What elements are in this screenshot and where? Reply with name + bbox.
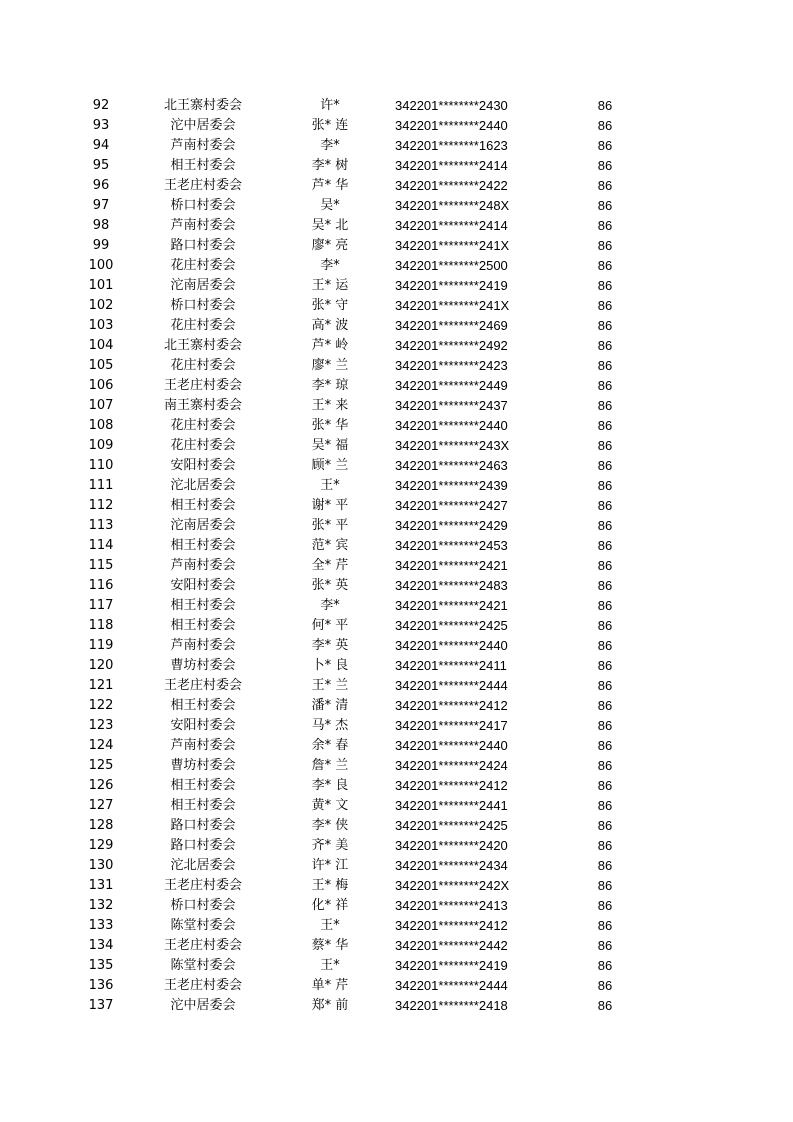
table-row — [0, 556, 793, 576]
id-number: 342201********2412 — [395, 918, 508, 933]
id-number: 342201********2425 — [395, 618, 508, 633]
score-value: 86 — [597, 358, 613, 373]
score-value: 86 — [597, 598, 613, 613]
table-row — [0, 236, 793, 256]
score-value: 86 — [597, 518, 613, 533]
id-number: 342201********2440 — [395, 418, 508, 433]
village-committee: 相王村委会 — [170, 538, 236, 553]
id-number: 342201********2414 — [395, 218, 508, 233]
score-value: 86 — [597, 98, 613, 113]
id-number: 342201********2444 — [395, 678, 508, 693]
score-value: 86 — [597, 338, 613, 353]
row-number: 131 — [88, 878, 114, 893]
id-number: 342201********2412 — [395, 698, 508, 713]
score-value: 86 — [597, 438, 613, 453]
score-value: 86 — [597, 758, 613, 773]
person-name: 吴* 福 — [311, 438, 349, 453]
id-number: 342201********241X — [395, 298, 510, 313]
id-number: 342201********2434 — [395, 858, 508, 873]
person-name: 廖* 亮 — [311, 238, 349, 253]
id-number: 342201********2427 — [395, 498, 508, 513]
person-name: 张* 连 — [311, 118, 349, 133]
village-committee: 沱北居委会 — [170, 858, 236, 873]
village-committee: 曹坊村委会 — [170, 658, 236, 673]
score-value: 86 — [597, 198, 613, 213]
row-number: 103 — [88, 318, 114, 333]
table-row — [0, 776, 793, 796]
village-committee: 王老庄村委会 — [163, 378, 242, 393]
person-name: 范* 宾 — [311, 538, 349, 553]
table-row — [0, 576, 793, 596]
table-row — [0, 456, 793, 476]
village-committee: 王老庄村委会 — [163, 878, 242, 893]
person-name: 齐* 美 — [311, 838, 349, 853]
row-number: 92 — [92, 98, 110, 113]
score-value: 86 — [597, 898, 613, 913]
person-name: 许* 江 — [311, 858, 349, 873]
score-value: 86 — [597, 838, 613, 853]
row-number: 100 — [88, 258, 114, 273]
row-number: 106 — [88, 378, 114, 393]
person-name: 顾* 兰 — [311, 458, 349, 473]
row-number: 96 — [92, 178, 110, 193]
table-row — [0, 296, 793, 316]
score-value: 86 — [597, 738, 613, 753]
table-row — [0, 276, 793, 296]
person-name: 王* — [320, 478, 340, 493]
id-number: 342201********2492 — [395, 338, 508, 353]
score-value: 86 — [597, 158, 613, 173]
id-number: 342201********2442 — [395, 938, 508, 953]
person-name: 李* 英 — [311, 638, 349, 653]
person-name: 高* 波 — [311, 318, 349, 333]
id-number: 342201********2453 — [395, 538, 508, 553]
data-table — [0, 96, 793, 1016]
id-number: 342201********2417 — [395, 718, 508, 733]
village-committee: 安阳村委会 — [170, 458, 236, 473]
person-name: 芦* 华 — [311, 178, 349, 193]
id-number: 342201********242X — [395, 878, 510, 893]
village-committee: 花庄村委会 — [170, 318, 236, 333]
score-value: 86 — [597, 638, 613, 653]
score-value: 86 — [597, 498, 613, 513]
id-number: 342201********2463 — [395, 458, 508, 473]
score-value: 86 — [597, 558, 613, 573]
score-value: 86 — [597, 858, 613, 873]
row-number: 105 — [88, 358, 114, 373]
table-row — [0, 216, 793, 236]
village-committee: 安阳村委会 — [170, 578, 236, 593]
row-number: 116 — [88, 578, 114, 593]
row-number: 129 — [88, 838, 114, 853]
village-committee: 北王寨村委会 — [163, 98, 242, 113]
row-number: 136 — [88, 978, 114, 993]
id-number: 342201********2429 — [395, 518, 508, 533]
village-committee: 陈堂村委会 — [170, 918, 236, 933]
village-committee: 相王村委会 — [170, 158, 236, 173]
village-committee: 路口村委会 — [170, 818, 236, 833]
table-row — [0, 316, 793, 336]
row-number: 135 — [88, 958, 114, 973]
village-committee: 南王寨村委会 — [163, 398, 242, 413]
score-value: 86 — [597, 378, 613, 393]
row-number: 121 — [88, 678, 114, 693]
row-number: 124 — [88, 738, 114, 753]
village-committee: 相王村委会 — [170, 618, 236, 633]
table-row — [0, 816, 793, 836]
person-name: 张* 英 — [311, 578, 349, 593]
row-number: 126 — [88, 778, 114, 793]
person-name: 谢* 平 — [311, 498, 349, 513]
person-name: 马* 杰 — [311, 718, 349, 733]
person-name: 李* 树 — [311, 158, 349, 173]
row-number: 132 — [88, 898, 114, 913]
row-number: 104 — [88, 338, 114, 353]
village-committee: 桥口村委会 — [170, 198, 236, 213]
table-row — [0, 996, 793, 1016]
village-committee: 安阳村委会 — [170, 718, 236, 733]
score-value: 86 — [597, 998, 613, 1013]
village-committee: 芦南村委会 — [170, 638, 236, 653]
village-committee: 曹坊村委会 — [170, 758, 236, 773]
table-row — [0, 536, 793, 556]
table-row — [0, 896, 793, 916]
row-number: 97 — [92, 198, 110, 213]
id-number: 342201********2414 — [395, 158, 508, 173]
village-committee: 沱南居委会 — [170, 278, 236, 293]
village-committee: 相王村委会 — [170, 498, 236, 513]
village-committee: 花庄村委会 — [170, 358, 236, 373]
table-row — [0, 676, 793, 696]
id-number: 342201********2425 — [395, 818, 508, 833]
person-name: 张* 守 — [311, 298, 349, 313]
score-value: 86 — [597, 218, 613, 233]
table-row — [0, 176, 793, 196]
row-number: 118 — [88, 618, 114, 633]
row-number: 110 — [88, 458, 114, 473]
row-number: 137 — [88, 998, 114, 1013]
id-number: 342201********2420 — [395, 838, 508, 853]
id-number: 342201********2440 — [395, 638, 508, 653]
score-value: 86 — [597, 298, 613, 313]
village-committee: 桥口村委会 — [170, 298, 236, 313]
score-value: 86 — [597, 418, 613, 433]
person-name: 单* 芹 — [311, 978, 349, 993]
table-row — [0, 256, 793, 276]
village-committee: 沱南居委会 — [170, 518, 236, 533]
score-value: 86 — [597, 678, 613, 693]
id-number: 342201********2437 — [395, 398, 508, 413]
id-number: 342201********2421 — [395, 558, 508, 573]
person-name: 王* 兰 — [311, 678, 349, 693]
id-number: 342201********2430 — [395, 98, 508, 113]
score-value: 86 — [597, 778, 613, 793]
person-name: 蔡* 华 — [311, 938, 349, 953]
row-number: 127 — [88, 798, 114, 813]
table-row — [0, 636, 793, 656]
table-row — [0, 836, 793, 856]
score-value: 86 — [597, 138, 613, 153]
id-number: 342201********2412 — [395, 778, 508, 793]
id-number: 342201********2440 — [395, 118, 508, 133]
row-number: 125 — [88, 758, 114, 773]
table-row — [0, 656, 793, 676]
table-row — [0, 436, 793, 456]
table-row — [0, 196, 793, 216]
table-row — [0, 96, 793, 116]
row-number: 109 — [88, 438, 114, 453]
row-number: 101 — [88, 278, 114, 293]
village-committee: 相王村委会 — [170, 598, 236, 613]
table-row — [0, 936, 793, 956]
score-value: 86 — [597, 538, 613, 553]
row-number: 95 — [92, 158, 110, 173]
person-name: 李* — [320, 258, 340, 273]
row-number: 128 — [88, 818, 114, 833]
person-name: 王* 梅 — [311, 878, 349, 893]
table-row — [0, 796, 793, 816]
table-row — [0, 976, 793, 996]
person-name: 芦* 岭 — [311, 338, 349, 353]
score-value: 86 — [597, 818, 613, 833]
person-name: 王* 来 — [311, 398, 349, 413]
row-number: 112 — [88, 498, 114, 513]
row-number: 115 — [88, 558, 114, 573]
person-name: 詹* 兰 — [311, 758, 349, 773]
village-committee: 沱北居委会 — [170, 478, 236, 493]
table-row — [0, 356, 793, 376]
person-name: 吴* 北 — [311, 218, 349, 233]
person-name: 余* 春 — [311, 738, 349, 753]
score-value: 86 — [597, 578, 613, 593]
person-name: 郑* 前 — [311, 998, 349, 1013]
score-value: 86 — [597, 258, 613, 273]
score-value: 86 — [597, 938, 613, 953]
score-value: 86 — [597, 118, 613, 133]
village-committee: 王老庄村委会 — [163, 938, 242, 953]
person-name: 全* 芹 — [311, 558, 349, 573]
table-row — [0, 516, 793, 536]
village-committee: 北王寨村委会 — [163, 338, 242, 353]
village-committee: 相王村委会 — [170, 798, 236, 813]
id-number: 342201********2413 — [395, 898, 508, 913]
table-row — [0, 876, 793, 896]
score-value: 86 — [597, 238, 613, 253]
person-name: 何* 平 — [311, 618, 349, 633]
row-number: 120 — [88, 658, 114, 673]
table-row — [0, 496, 793, 516]
id-number: 342201********2444 — [395, 978, 508, 993]
village-committee: 桥口村委会 — [170, 898, 236, 913]
person-name: 化* 祥 — [311, 898, 349, 913]
id-number: 342201********2500 — [395, 258, 508, 273]
village-committee: 芦南村委会 — [170, 138, 236, 153]
person-name: 李* 琼 — [311, 378, 349, 393]
row-number: 107 — [88, 398, 114, 413]
village-committee: 芦南村委会 — [170, 218, 236, 233]
table-row — [0, 916, 793, 936]
score-value: 86 — [597, 878, 613, 893]
village-committee: 王老庄村委会 — [163, 678, 242, 693]
person-name: 李* 侠 — [311, 818, 349, 833]
id-number: 342201********2440 — [395, 738, 508, 753]
table-row — [0, 696, 793, 716]
table-row — [0, 136, 793, 156]
score-value: 86 — [597, 618, 613, 633]
row-number: 133 — [88, 918, 114, 933]
village-committee: 花庄村委会 — [170, 438, 236, 453]
person-name: 李* 良 — [311, 778, 349, 793]
table-row — [0, 156, 793, 176]
id-number: 342201********248X — [395, 198, 510, 213]
table-row — [0, 616, 793, 636]
score-value: 86 — [597, 478, 613, 493]
id-number: 342201********1623 — [395, 138, 508, 153]
row-number: 117 — [88, 598, 114, 613]
id-number: 342201********2423 — [395, 358, 508, 373]
person-name: 吴* — [320, 198, 340, 213]
score-value: 86 — [597, 718, 613, 733]
id-number: 342201********243X — [395, 438, 510, 453]
id-number: 342201********2419 — [395, 958, 508, 973]
person-name: 李* — [320, 598, 340, 613]
village-committee: 花庄村委会 — [170, 258, 236, 273]
score-value: 86 — [597, 178, 613, 193]
person-name: 张* 华 — [311, 418, 349, 433]
id-number: 342201********2411 — [395, 658, 507, 673]
row-number: 134 — [88, 938, 114, 953]
row-number: 123 — [88, 718, 114, 733]
row-number: 130 — [88, 858, 114, 873]
id-number: 342201********2422 — [395, 178, 508, 193]
table-row — [0, 416, 793, 436]
id-number: 342201********2419 — [395, 278, 508, 293]
row-number: 99 — [92, 238, 110, 253]
person-name: 李* — [320, 138, 340, 153]
table-row — [0, 116, 793, 136]
table-row — [0, 736, 793, 756]
table-row — [0, 716, 793, 736]
row-number: 111 — [88, 478, 114, 493]
id-number: 342201********2439 — [395, 478, 508, 493]
id-number: 342201********2421 — [395, 598, 508, 613]
village-committee: 沱中居委会 — [170, 998, 236, 1013]
person-name: 潘* 清 — [311, 698, 349, 713]
row-number: 93 — [92, 118, 110, 133]
village-committee: 王老庄村委会 — [163, 178, 242, 193]
table-row — [0, 856, 793, 876]
person-name: 张* 平 — [311, 518, 349, 533]
row-number: 122 — [88, 698, 114, 713]
row-number: 98 — [92, 218, 110, 233]
row-number: 102 — [88, 298, 114, 313]
person-name: 许* — [320, 98, 340, 113]
village-committee: 芦南村委会 — [170, 738, 236, 753]
person-name: 黄* 文 — [311, 798, 349, 813]
village-committee: 相王村委会 — [170, 778, 236, 793]
table-row — [0, 756, 793, 776]
person-name: 卜* 良 — [311, 658, 349, 673]
table-row — [0, 376, 793, 396]
id-number: 342201********2469 — [395, 318, 508, 333]
table-row — [0, 396, 793, 416]
score-value: 86 — [597, 798, 613, 813]
person-name: 王* 运 — [311, 278, 349, 293]
id-number: 342201********241X — [395, 238, 510, 253]
row-number: 114 — [88, 538, 114, 553]
score-value: 86 — [597, 318, 613, 333]
table-row — [0, 596, 793, 616]
row-number: 119 — [88, 638, 114, 653]
score-value: 86 — [597, 458, 613, 473]
id-number: 342201********2441 — [395, 798, 508, 813]
village-committee: 路口村委会 — [170, 238, 236, 253]
id-number: 342201********2449 — [395, 378, 508, 393]
score-value: 86 — [597, 278, 613, 293]
id-number: 342201********2483 — [395, 578, 508, 593]
score-value: 86 — [597, 658, 613, 673]
village-committee: 陈堂村委会 — [170, 958, 236, 973]
person-name: 廖* 兰 — [311, 358, 349, 373]
village-committee: 王老庄村委会 — [163, 978, 242, 993]
id-number: 342201********2418 — [395, 998, 508, 1013]
score-value: 86 — [597, 398, 613, 413]
table-row — [0, 476, 793, 496]
table-row — [0, 956, 793, 976]
score-value: 86 — [597, 698, 613, 713]
village-committee: 相王村委会 — [170, 698, 236, 713]
village-committee: 沱中居委会 — [170, 118, 236, 133]
village-committee: 花庄村委会 — [170, 418, 236, 433]
score-value: 86 — [597, 958, 613, 973]
person-name: 王* — [320, 958, 340, 973]
table-row — [0, 336, 793, 356]
id-number: 342201********2424 — [395, 758, 508, 773]
score-value: 86 — [597, 918, 613, 933]
person-name: 王* — [320, 918, 340, 933]
row-number: 108 — [88, 418, 114, 433]
village-committee: 芦南村委会 — [170, 558, 236, 573]
row-number: 94 — [92, 138, 110, 153]
row-number: 113 — [88, 518, 114, 533]
village-committee: 路口村委会 — [170, 838, 236, 853]
score-value: 86 — [597, 978, 613, 993]
